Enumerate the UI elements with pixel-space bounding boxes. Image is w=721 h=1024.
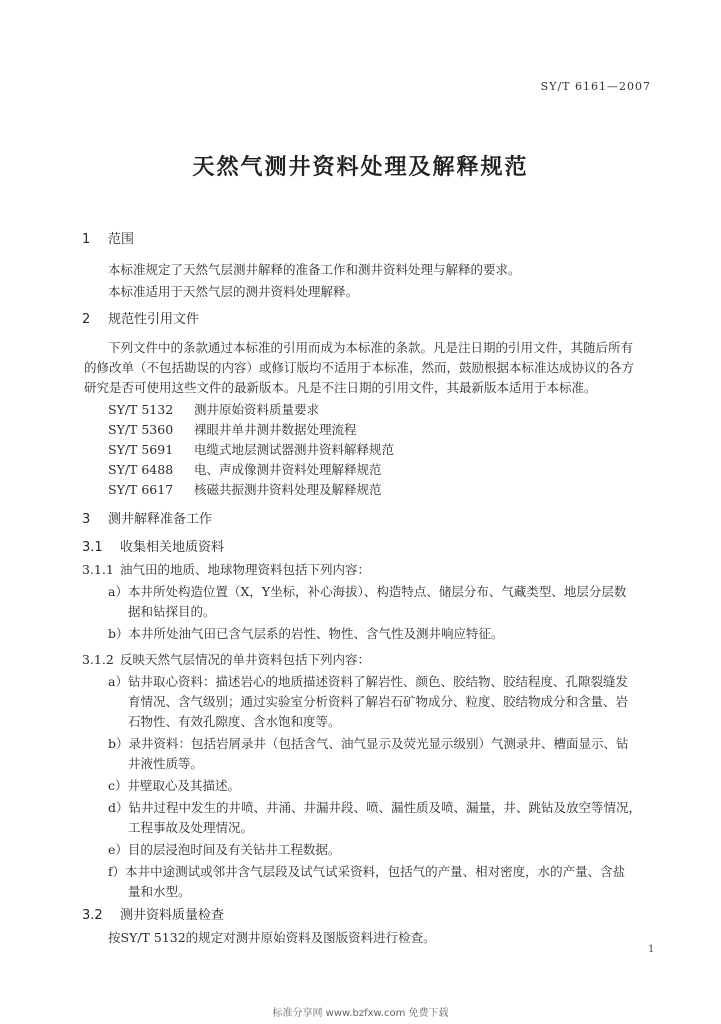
section-number: 1 <box>82 232 91 247</box>
list-item-line: 工程事故及处理情况。 <box>128 820 254 835</box>
reference-item <box>108 462 382 478</box>
paragraph-line: 本标准规定了天然气层测井解释的准备工作和测井资料处理与解释的要求。 <box>108 262 521 277</box>
list-item-line: b）录井资料：包括岩屑录井（包括含气、油气显示及荧光显示级别）气测录井、槽面显示、钻 <box>108 736 629 751</box>
list-item-line: d）钻井过程中发生的井喷、井涌、井漏井段、喷、漏性质及喷、漏量，井、跳钻及放空等情况， <box>108 800 642 815</box>
list-item-line: a）钻井取心资料：描述岩心的地质描述资料了解岩性、颜色、胶结物、胶结程度、孔隙裂缝发 <box>108 674 628 689</box>
reference-code: SY/T 5132 <box>108 402 174 417</box>
section-number: 3 <box>82 512 91 527</box>
clause-text: 反映天然气层情况的单井资料包括下列内容： <box>120 652 371 667</box>
list-item-line: e）目的层浸泡时间及有关钻井工程数据。 <box>108 842 341 857</box>
subsection-number: 3.2 <box>82 908 103 923</box>
section-title: 规范性引用文件 <box>108 312 200 327</box>
subsection-3-2-heading <box>82 908 224 924</box>
list-item-line: f）本井中途测试或邻井含气层段及试气试采资料，包括气的产量、相对密度，水的产量、含盐 <box>108 864 626 879</box>
section-title: 测井解释准备工作 <box>108 512 213 527</box>
clause-number: 3.1.1 <box>82 562 114 577</box>
section-3-heading <box>82 512 212 528</box>
list-item-line: b）本井所处油气田已含气层系的岩性、物性、含气性及测井响应特征。 <box>108 626 504 641</box>
list-item-line: 育情况、含气级别；通过实验室分析资料了解岩石矿物成分、粒度、胶结物成分和含量、岩 <box>128 694 629 709</box>
list-item-line: a）本井所处构造位置（X，Y坐标，补心海拔）、构造特点、储层分布、气藏类型、地层分层数 <box>108 584 627 599</box>
subsection-3-1-heading <box>82 540 224 556</box>
clause-3-1-2 <box>82 652 370 668</box>
subsection-title: 测井资料质量检查 <box>120 908 225 923</box>
reference-item <box>108 482 382 498</box>
reference-code: SY/T 6617 <box>108 482 174 497</box>
page-number: 1 <box>648 944 655 955</box>
reference-name: 测井原始资料质量要求 <box>194 402 320 417</box>
clause-3-1-1 <box>82 562 370 578</box>
reference-code: SY/T 6488 <box>108 462 174 477</box>
clause-number: 3.1.2 <box>82 652 114 667</box>
reference-item <box>108 442 394 458</box>
paragraph-line: 本标准适用于天然气层的测井资料处理解释。 <box>108 284 359 299</box>
subsection-title: 收集相关地质资料 <box>120 540 225 555</box>
paragraph-line: 研究是否可使用这些文件的最新版本。凡是不注日期的引用文件，其最新版本适用于本标准。 <box>84 380 597 395</box>
reference-item <box>108 402 319 418</box>
reference-name: 电缆式地层测试器测井资料解释规范 <box>194 442 395 457</box>
section-2-heading <box>82 312 199 328</box>
footer-watermark: 标准分享网 www.bzfxw.com 免费下载 <box>272 1008 449 1019</box>
list-item-line: 量和水型。 <box>128 884 191 899</box>
list-item-line: 井液性质等。 <box>128 756 204 771</box>
subsection-number: 3.1 <box>82 540 103 555</box>
reference-name: 核磁共振测井资料处理及解释规范 <box>194 482 382 497</box>
document-title: 天然气测井资料处理及解释规范 <box>192 155 529 180</box>
section-1-heading <box>82 232 134 248</box>
reference-code: SY/T 5691 <box>108 442 174 457</box>
list-item-line: 据和钻探目的。 <box>128 604 216 619</box>
standard-code: SY/T 6161—2007 <box>540 80 651 93</box>
reference-name: 裸眼井单井测井数据处理流程 <box>194 422 357 437</box>
section-number: 2 <box>82 312 91 327</box>
paragraph-line: 下列文件中的条款通过本标准的引用而成为本标准的条款。凡是注日期的引用文件，其随后所有 <box>108 340 634 355</box>
list-item-line: c）井壁取心及其描述。 <box>108 778 241 793</box>
paragraph-line: 按SY/T 5132的规定对测井原始资料及图版资料进行检查。 <box>108 930 436 945</box>
clause-text: 油气田的地质、地球物理资料包括下列内容： <box>120 562 371 577</box>
paragraph-line: 的修改单（不包括勘误的内容）或修订版均不适用于本标准，然而，鼓励根据本标准达成协议的各方 <box>84 360 635 375</box>
reference-name: 电、声成像测井资料处理解释规范 <box>194 462 382 477</box>
reference-code: SY/T 5360 <box>108 422 174 437</box>
reference-item <box>108 422 357 438</box>
list-item-line: 石物性、有效孔隙度、含水饱和度等。 <box>128 714 341 729</box>
section-title: 范围 <box>108 232 135 247</box>
